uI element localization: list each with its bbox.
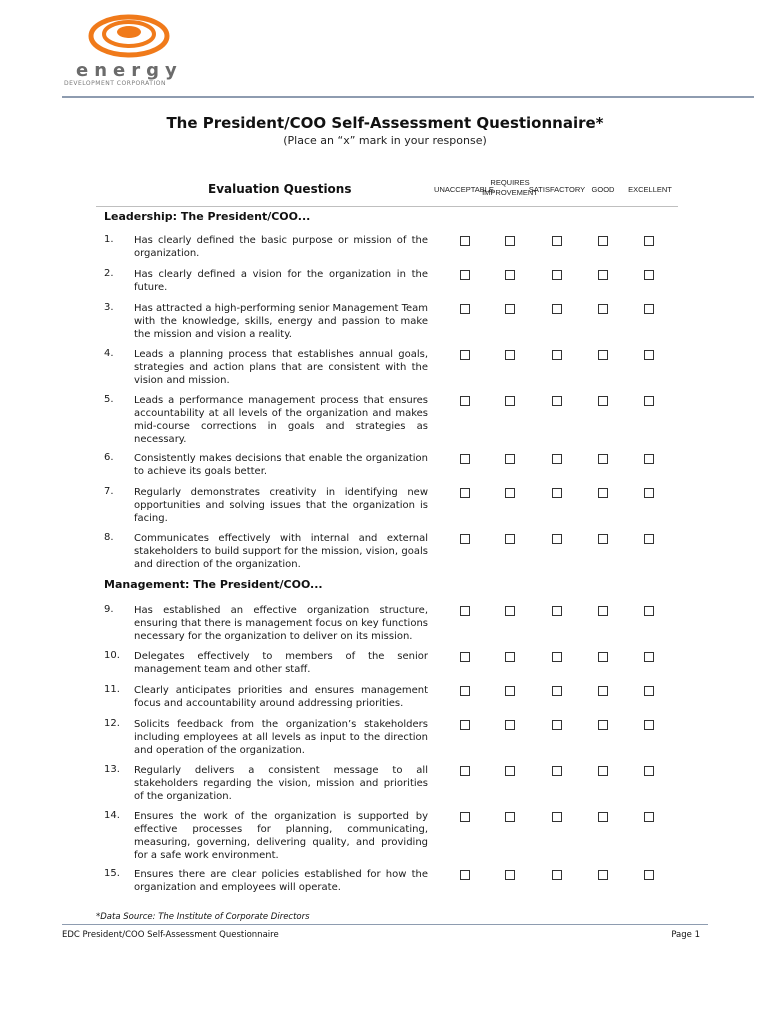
rating-checkbox-excellent[interactable] xyxy=(644,534,654,544)
rating-checkbox-satisfactory[interactable] xyxy=(552,766,562,776)
question-number: 15. xyxy=(104,868,120,879)
question-text: Consistently makes decisions that enable the organization to achieve its goals better. xyxy=(134,453,428,477)
question-text: Ensures there are clear policies established for how the organization and employees will operate. xyxy=(134,869,428,893)
rating-checkbox-requires-improvement[interactable] xyxy=(505,236,515,246)
question-text: Delegates effectively to members of the senior management team and other staff. xyxy=(134,651,428,675)
rating-checkbox-satisfactory[interactable] xyxy=(552,454,562,464)
rating-checkbox-excellent[interactable] xyxy=(644,454,654,464)
section-heading: Leadership: The President/COO... xyxy=(104,210,311,223)
table-header-divider xyxy=(96,206,678,207)
question-number: 10. xyxy=(104,650,120,661)
question-number: 13. xyxy=(104,764,120,775)
rating-checkbox-unacceptable[interactable] xyxy=(460,812,470,822)
rating-checkbox-satisfactory[interactable] xyxy=(552,652,562,662)
rating-checkbox-requires-improvement[interactable] xyxy=(505,304,515,314)
rating-checkbox-unacceptable[interactable] xyxy=(460,686,470,696)
rating-checkbox-satisfactory[interactable] xyxy=(552,350,562,360)
col-header-good: GOOD xyxy=(591,185,615,194)
question-text: Ensures the work of the organization is supported by effective processes for planning, communicating, measuring, governing, delivering quality, and providing for a safe work environment. xyxy=(134,811,428,861)
question-text: Has attracted a high-performing senior Management Team with the knowledge, skills, energy and passion to make the mission and vision a reality. xyxy=(134,303,428,340)
rating-checkbox-unacceptable[interactable] xyxy=(460,870,470,880)
rating-checkbox-unacceptable[interactable] xyxy=(460,606,470,616)
rating-checkbox-requires-improvement[interactable] xyxy=(505,350,515,360)
question-text: Solicits feedback from the organization’s stakeholders including employees at all levels as input to the direction and operation of the organization. xyxy=(134,719,428,756)
col-header-unacceptable: UNACCEPTABLE xyxy=(434,185,494,194)
rating-checkbox-good[interactable] xyxy=(598,720,608,730)
evaluation-questions-header: Evaluation Questions xyxy=(208,182,352,196)
rating-checkbox-requires-improvement[interactable] xyxy=(505,396,515,406)
rating-checkbox-good[interactable] xyxy=(598,396,608,406)
col-header-satisfactory: SATISFACTORY xyxy=(528,185,586,194)
rating-checkbox-excellent[interactable] xyxy=(644,396,654,406)
rating-checkbox-good[interactable] xyxy=(598,304,608,314)
rating-checkbox-requires-improvement[interactable] xyxy=(505,606,515,616)
footer-document-title: EDC President/COO Self-Assessment Questionnaire xyxy=(62,930,279,940)
col-header-requires-improvement: REQUIRES IMPROVEMENT xyxy=(482,178,538,197)
footnote: *Data Source: The Institute of Corporate Directors xyxy=(96,912,310,922)
question-text: Communicates effectively with internal and external stakeholders to build support for the mission, vision, goals and direction of the organization. xyxy=(134,533,428,570)
question-text: Has clearly defined the basic purpose or mission of the organization. xyxy=(134,235,428,259)
col-header-excellent: EXCELLENT xyxy=(628,185,672,194)
rating-checkbox-excellent[interactable] xyxy=(644,686,654,696)
question-text: Has established an effective organization structure, ensuring that there is management focus on key functions necessary for the organization to deliver on its mission. xyxy=(134,605,428,642)
rating-checkbox-requires-improvement[interactable] xyxy=(505,534,515,544)
rating-checkbox-excellent[interactable] xyxy=(644,488,654,498)
question-text: Leads a performance management process that ensures accountability at all levels of the organization and makes mid-course corrections in goals and strategies as necessary. xyxy=(134,395,428,445)
question-number: 6. xyxy=(104,452,114,463)
rating-checkbox-good[interactable] xyxy=(598,236,608,246)
rating-checkbox-good[interactable] xyxy=(598,488,608,498)
rating-checkbox-satisfactory[interactable] xyxy=(552,396,562,406)
rating-checkbox-requires-improvement[interactable] xyxy=(505,270,515,280)
question-number: 12. xyxy=(104,718,120,729)
footer-divider xyxy=(62,924,708,925)
question-text: Regularly delivers a consistent message to all stakeholders regarding the vision, mission and priorities of the organization. xyxy=(134,765,428,802)
rating-checkbox-satisfactory[interactable] xyxy=(552,236,562,246)
rating-checkbox-excellent[interactable] xyxy=(644,652,654,662)
rating-checkbox-unacceptable[interactable] xyxy=(460,350,470,360)
rating-checkbox-satisfactory[interactable] xyxy=(552,870,562,880)
page-subtitle: (Place an “x” mark in your response) xyxy=(283,134,487,147)
footer-page-number: Page 1 xyxy=(671,930,700,940)
question-number: 8. xyxy=(104,532,114,543)
rating-checkbox-satisfactory[interactable] xyxy=(552,488,562,498)
question-text: Leads a planning process that establishes annual goals, strategies and action plans that are consistent with the vision and mission. xyxy=(134,349,428,386)
rating-checkbox-unacceptable[interactable] xyxy=(460,652,470,662)
rating-checkbox-good[interactable] xyxy=(598,606,608,616)
rating-checkbox-satisfactory[interactable] xyxy=(552,534,562,544)
question-text: Has clearly defined a vision for the organization in the future. xyxy=(134,269,428,293)
rating-checkbox-requires-improvement[interactable] xyxy=(505,652,515,662)
rating-checkbox-satisfactory[interactable] xyxy=(552,304,562,314)
company-logo xyxy=(60,14,200,90)
rating-checkbox-unacceptable[interactable] xyxy=(460,270,470,280)
rating-checkbox-satisfactory[interactable] xyxy=(552,270,562,280)
rating-checkbox-satisfactory[interactable] xyxy=(552,812,562,822)
rating-checkbox-excellent[interactable] xyxy=(644,606,654,616)
rating-checkbox-good[interactable] xyxy=(598,870,608,880)
question-number: 7. xyxy=(104,486,114,497)
rating-checkbox-satisfactory[interactable] xyxy=(552,720,562,730)
rating-checkbox-requires-improvement[interactable] xyxy=(505,812,515,822)
rating-checkbox-good[interactable] xyxy=(598,766,608,776)
rating-checkbox-good[interactable] xyxy=(598,270,608,280)
rating-checkbox-requires-improvement[interactable] xyxy=(505,488,515,498)
logo-wordmark: energy xyxy=(76,60,183,81)
rating-checkbox-good[interactable] xyxy=(598,812,608,822)
rating-checkbox-good[interactable] xyxy=(598,652,608,662)
rating-checkbox-good[interactable] xyxy=(598,534,608,544)
header-divider xyxy=(62,96,754,98)
question-number: 5. xyxy=(104,394,114,405)
question-number: 2. xyxy=(104,268,114,279)
rating-checkbox-requires-improvement[interactable] xyxy=(505,870,515,880)
rating-checkbox-good[interactable] xyxy=(598,350,608,360)
question-number: 14. xyxy=(104,810,120,821)
rating-checkbox-unacceptable[interactable] xyxy=(460,534,470,544)
page-title: The President/COO Self-Assessment Questionnaire* xyxy=(166,114,604,132)
rating-checkbox-excellent[interactable] xyxy=(644,870,654,880)
rating-checkbox-requires-improvement[interactable] xyxy=(505,686,515,696)
question-number: 1. xyxy=(104,234,114,245)
question-number: 4. xyxy=(104,348,114,359)
rating-checkbox-excellent[interactable] xyxy=(644,304,654,314)
logo-rings-icon xyxy=(84,14,174,60)
rating-checkbox-requires-improvement[interactable] xyxy=(505,454,515,464)
question-number: 9. xyxy=(104,604,114,615)
rating-checkbox-unacceptable[interactable] xyxy=(460,454,470,464)
rating-checkbox-excellent[interactable] xyxy=(644,812,654,822)
question-number: 3. xyxy=(104,302,114,313)
table-header xyxy=(0,178,770,202)
rating-checkbox-excellent[interactable] xyxy=(644,270,654,280)
question-text: Regularly demonstrates creativity in identifying new opportunities and solving issues that the organization is facing. xyxy=(134,487,428,524)
rating-checkbox-unacceptable[interactable] xyxy=(460,236,470,246)
question-number: 11. xyxy=(104,684,120,695)
rating-checkbox-unacceptable[interactable] xyxy=(460,488,470,498)
rating-checkbox-excellent[interactable] xyxy=(644,720,654,730)
section-heading: Management: The President/COO... xyxy=(104,578,323,591)
rating-checkbox-unacceptable[interactable] xyxy=(460,766,470,776)
rating-checkbox-good[interactable] xyxy=(598,686,608,696)
rating-checkbox-excellent[interactable] xyxy=(644,236,654,246)
rating-checkbox-excellent[interactable] xyxy=(644,766,654,776)
rating-checkbox-unacceptable[interactable] xyxy=(460,304,470,314)
rating-checkbox-satisfactory[interactable] xyxy=(552,606,562,616)
rating-checkbox-satisfactory[interactable] xyxy=(552,686,562,696)
rating-checkbox-unacceptable[interactable] xyxy=(460,720,470,730)
rating-checkbox-good[interactable] xyxy=(598,454,608,464)
question-text: Clearly anticipates priorities and ensures management focus and accountability around addressing priorities. xyxy=(134,685,428,709)
rating-checkbox-requires-improvement[interactable] xyxy=(505,720,515,730)
rating-checkbox-unacceptable[interactable] xyxy=(460,396,470,406)
logo-subtext: DEVELOPMENT CORPORATION xyxy=(64,80,166,87)
rating-checkbox-requires-improvement[interactable] xyxy=(505,766,515,776)
rating-checkbox-excellent[interactable] xyxy=(644,350,654,360)
